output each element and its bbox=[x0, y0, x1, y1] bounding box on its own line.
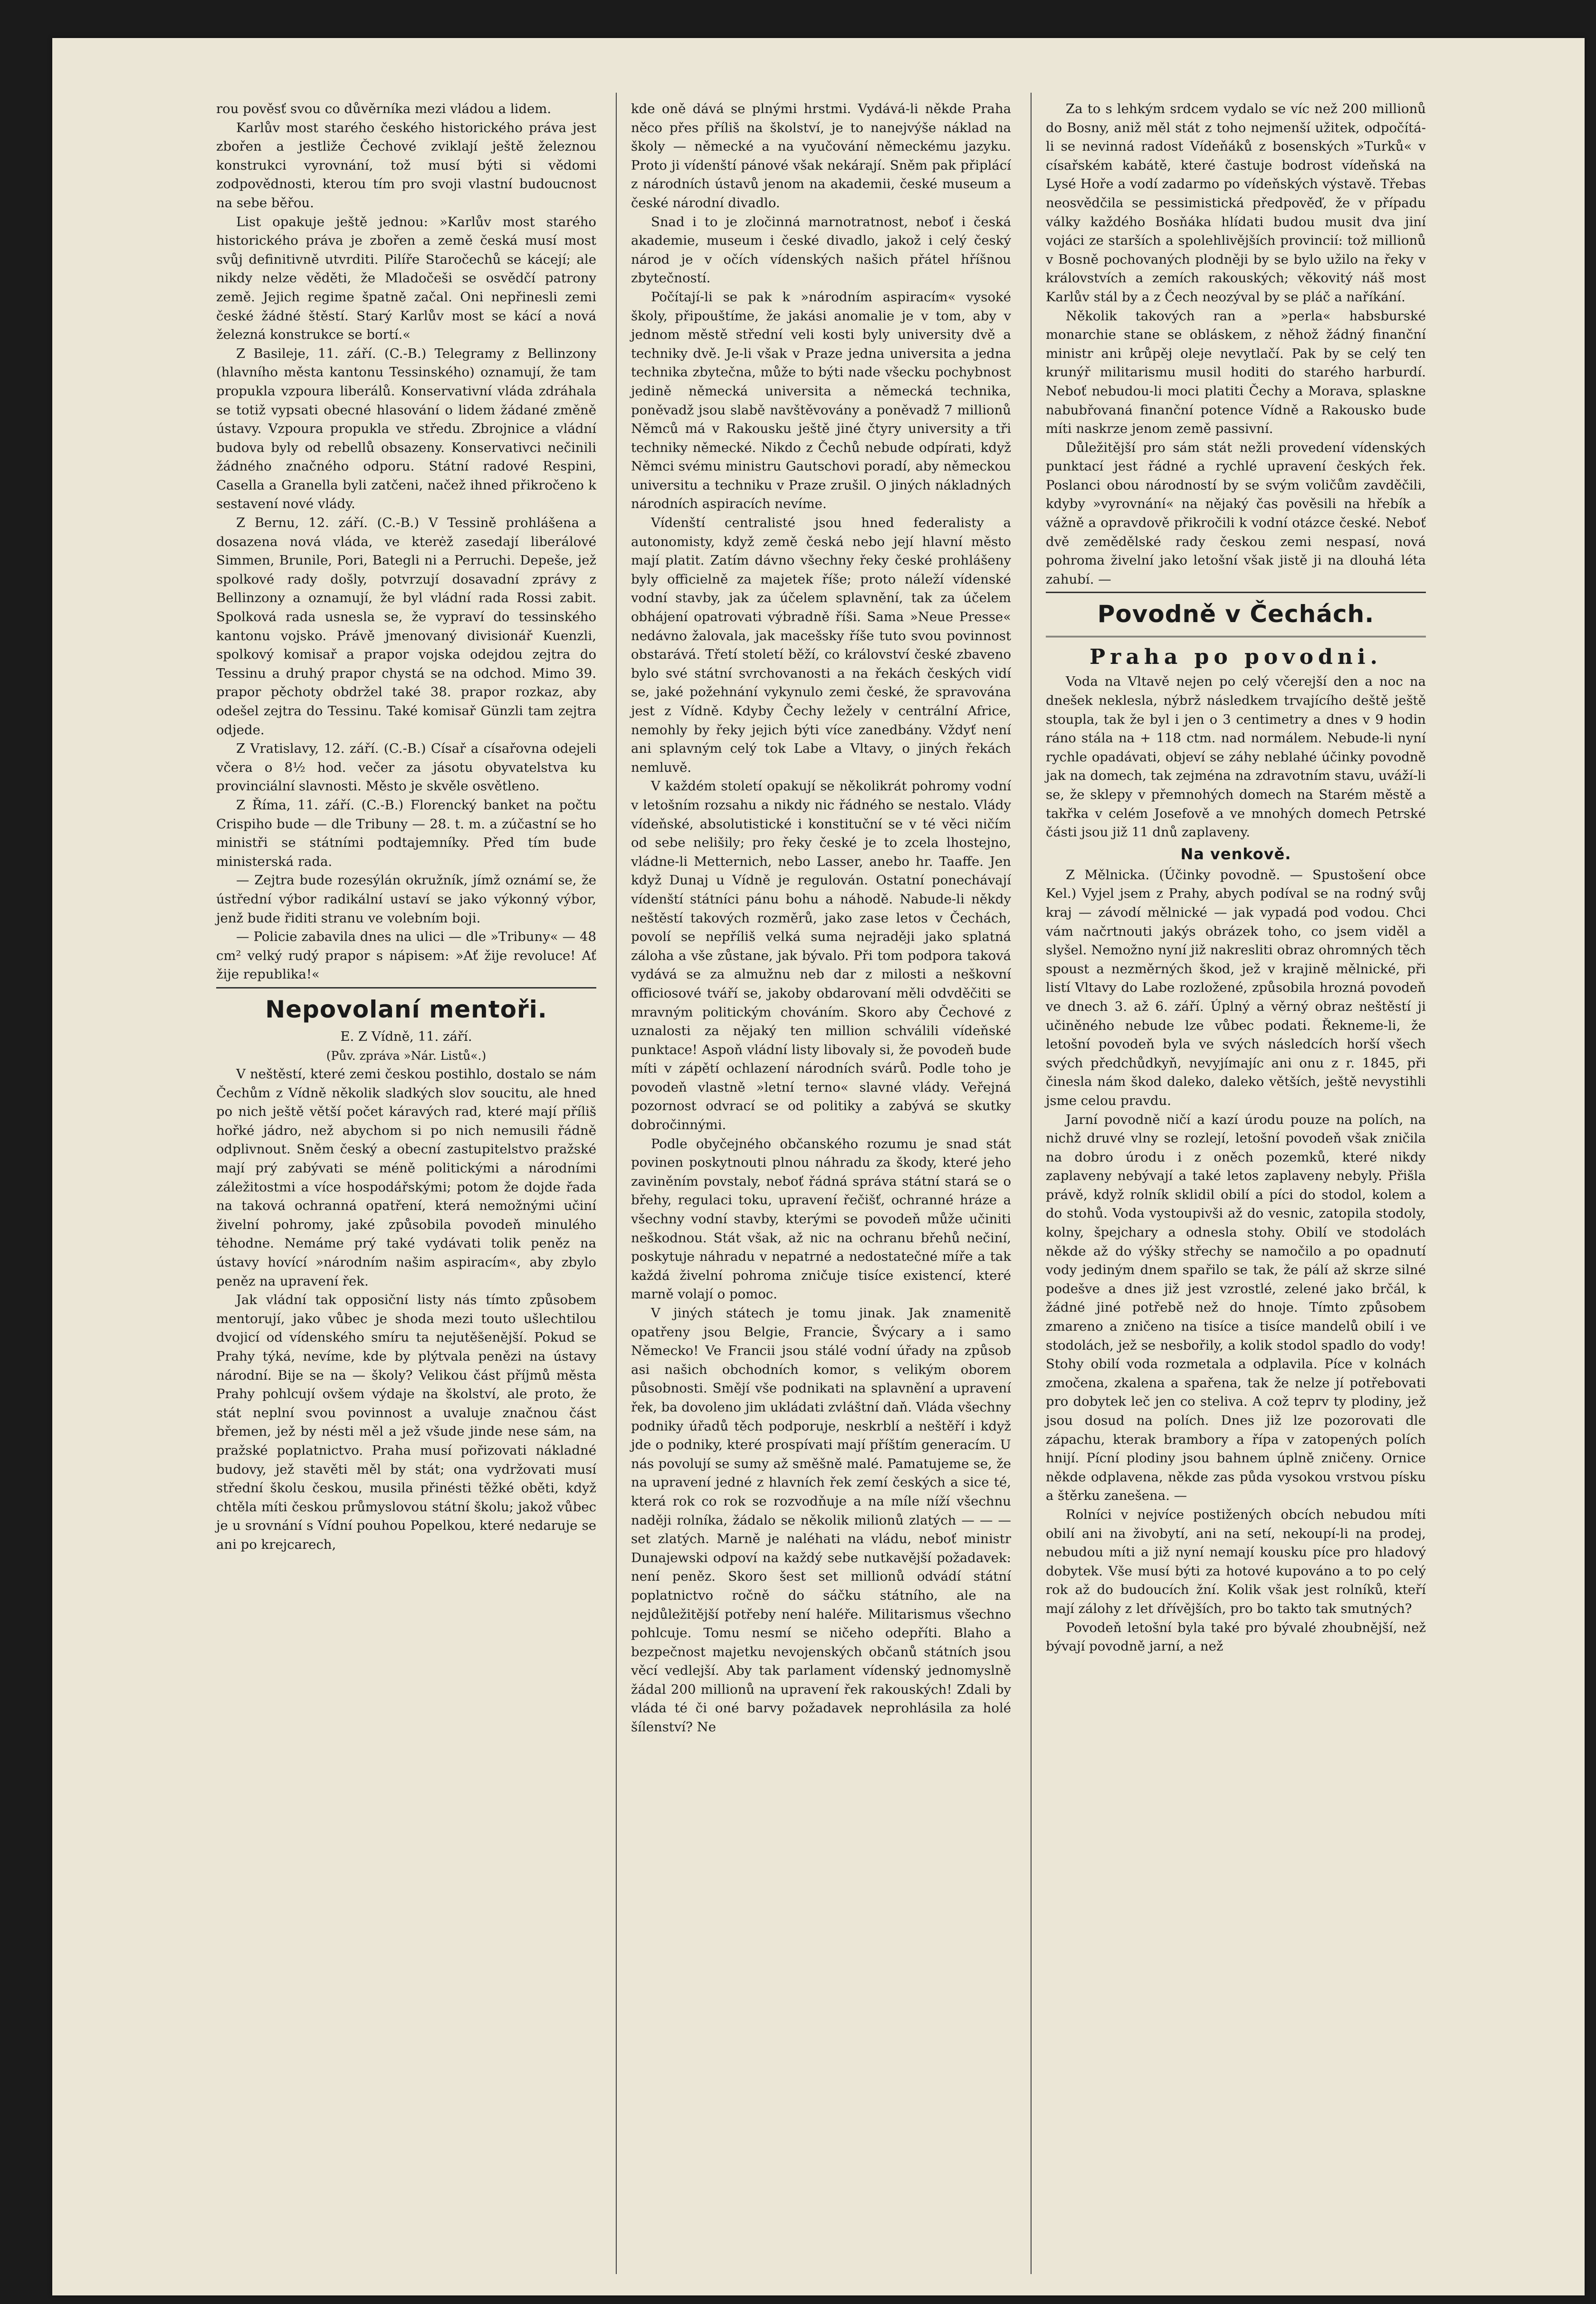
paragraph: Z Mělnicka. (Účinky povodně. — Spustošení obce Kel.) Vyjel jsem z Prahy, abych podíval se na rodný svůj kraj — závodí mělnické — jak vypadá pod vodou. Chci vám načrtnouti jakýs obrázek toho, co jsem viděl a slyšel. Nemožno nyní již nakresliti obraz ohromných těch spoust a nezměrných škod, jež v krajině mělnické, při listí Vltavy do Labe rozložené, způsobila hrozná povodeň ve dnech 3. až 6. září. Úplný a věrný obraz neštěstí ji učiněného nebude lze vůbec podati. Řekneme-li, že letošní povodeň byla ve svých následcích horší všech svých předchůdkyň, nevyjímajíc ani onu z r. 1845, při činesla nám škod daleko, daleko větších, ještě nevystihli jsme celou pravdu. bbox=[1046, 867, 1426, 1108]
paragraph: Z Basileje, 11. září. (C.-B.) Telegramy z Bellinzony (hlavního města kantonu Tessinského) oznamují, že tam propukla vzpoura liberálů. Konservativní vláda zdráhala se totiž vypsati obecné hlasování o lidem žádané změně ústavy. Vzpoura propukla ve středu. Zbrojnice a vládní budova byly od rebellů obsazeny. Konservativci nečinili žádného značného odporu. Státní radové Respini, Casella a Granella byli zatčeni, načež ihned přikročeno k sestavení nové vlády. bbox=[216, 346, 596, 512]
paragraph: Jak vládní tak opposiční listy nás tímto způsobem mentorují, jako vůbec je shoda mezi touto ušlechtilou dvojicí od vídenského smíru ta nejutěšenější. Pokud se Prahy týká, nevíme, kde by plýtvala penězi na ústavy národní. Bije se na — školy? Velikou část příjmů města Prahy pohlcují ovšem výdaje na školství, ale proto, že stát neplní svou povinnost a uvaluje značnou část břemen, jež by nésti měl a jež všude jinde nese sám, na pražské poplatnictvo. Praha musí pořizovati nákladné budovy, jež stavěti měl by stát; ona vydržovati musí střední školu českou, musila přinésti těžké oběti, když chtěla míti českou průmyslovou státní školu; jakož vůbec je u srovnání s Vídní pouhou Popelkou, které nedaruje se ani po krejcarech, bbox=[216, 1292, 596, 1552]
source-note: (Pův. zpráva »Nár. Listů«.) bbox=[326, 1048, 487, 1063]
column-3 bbox=[1046, 100, 1426, 1656]
paragraph: Rolníci v nejvíce postižených obcích nebudou míti obilí ani na živobytí, ani na setí, nekoupí-li na prodej, nebudou míti a již nyní nemají kousku píce pro hladový dobytek. Vše musí býti za hotové kupováno a to po celý rok až do budoucích žní. Kolik však jest rolníků, kteří mají zálohy z let dřívějších, pro bo takto tak smutných? bbox=[1046, 1507, 1426, 1616]
paragraph: Za to s lehkým srdcem vydalo se víc než 200 millionů do Bosny, aniž měl stát z toho nejmenší užitek, odpočítá-li se nevinná radost Vídeňáků z bosenských »Turků« v císařském kabátě, které častuje bodrost vídeňská na Lysé Hoře a vodí zadarmo po vídeňských výstavě. Třebas neosvědčila se pessimistická předpověď, že v případu války každého Bosňáka hlídati budou musit dva jiní vojáci ze starších a spolehlivějších provincií: tož millionů v Bosně pochovaných plodněji by se bylo užilo na řeky v královstvích a zemích rakouských; věkovitý náš most Karlův stál by a z Čech neozýval by se pláč a naříkání. bbox=[1046, 101, 1426, 305]
paragraph: Jarní povodně ničí a kazí úrodu pouze na polích, na nichž druvé vlny se rozlejí, letošní povodeň však zničila na dobro úrodu i z oněch pozemků, které nikdy zaplaveny nebývají a také letos zaplaveny nebyly. Přišla právě, když rolník sklidil obilí a píci do stodol, kolem a do stohů. Voda vystoupivši až do vesnic, zatopila stodoly, kolny, špejchary a odnesla stohy. Obilí ve stodolách někde až do výšky střechy se namočilo a po opadnutí vody jediným dnem spařilo se tak, že pálí až skrze silné podešve a dnes již jest vzrostlé, zelené jako brčál, k žádné jiné potřebě než do hnoje. Tímto způsobem zmareno a zničeno na tisíce a tisíce mandelů obilí i ve stodolách, jež se nesbořily, a kolik stodol spadlo do vody! Stohy obilí voda rozmetala a odplavila. Píce v kolnách zmočena, zkalena a spařena, tak že nelze jí potřebovati pro dobytek leč jen co steliva. A což teprv ty plodiny, jež jsou dosud na polích. Dnes již lze pozorovati dle zápachu, kterak brambory a řípa v zatopených polích hnijí. Pícní plodiny jsou bahnem úplně zničeny. Ornice někde odplavena, někde zas půda vysokou vrstvou písku a štěrku zanešena. — bbox=[1046, 1112, 1426, 1504]
paragraph: V jiných státech je tomu jinak. Jak znamenitě opatřeny jsou Belgie, Francie, Švýcary a i samo Německo! Ve Francii jsou stálé vodní úřady na způsob asi našich obchodních komor, s velikým oborem působnosti. Smějí vše podnikati na splavnění a upravení řek, ba dovoleno jim ukládati zvláštní daň. Vláda všechny podniky úřadů těch podporuje, neskrblí a neštěří i když jde o podniky, které prospívati mají příštím generacím. U nás povolují se sumy až směšně malé. Pamatujeme se, že na upravení jedné z hlavních řek zemí českých a sice té, která rok co rok se rozvodňuje a na míle níží všechnu naději rolníka, žádalo se několik milionů zlatých — — — set zlatých. Marně je naléhati na vládu, neboť ministr Dunajewski odpoví na každý sebe nutkavější požadavek: není peněz. Skoro šest set millionů odvádí státní poplatnictvo ročně do sáčku státního, ale na nejdůležitější potřeby není haléře. Militarismus všechno pohlcuje. Tomu nesmí se ničeho odepříti. Blaho a bezpečnost majetku nevojenských občanů státních jsou věcí vedlejší. Aby tak parlament vídenský jednomyslně žádal 200 millionů na upravení řek rakouských! Zdali by vláda té či oné barvy požadavek neprohlásila za holé šílenství? Ne bbox=[631, 1306, 1011, 1735]
section-divider bbox=[1046, 636, 1426, 639]
paragraph: List opakuje ještě jednou: »Karlův most starého historického práva je zbořen a země česká musí most svůj definitivně utvrditi. Pilíře Staročechů se kácejí; ale nikdy nelze věděti, že Mladočeši se osvědčí patrony země. Jejich regime špatně začal. Oni nepřinesli zemi české žádné štěstí. Starý Karlův most se kácí a nová železná konstrukce se bortí.« bbox=[216, 214, 596, 343]
article-headline: Nepovolaní mentoři. bbox=[265, 995, 547, 1023]
section-divider bbox=[1046, 592, 1426, 593]
paragraph: Z Říma, 11. září. (C.-B.) Florencký banket na počtu Crispiho bude — dle Tribuny — 28. t. m. a zúčastní se ho ministři se státními podtajemníky. Před tím bude ministerská rada. bbox=[216, 797, 596, 869]
paragraph: Povodeň letošní byla také pro bývalé zhoubnější, než bývají povodně jarní, a než bbox=[1046, 1620, 1426, 1654]
paragraph: — Zejtra bude rozesýlán okružník, jímž oznámí se, že ústřední výbor radikální ustaví se jako výkonný výbor, jenž bude řiditi stranu ve volebním boji. bbox=[216, 873, 596, 926]
subsection-headline: Na venkově. bbox=[1180, 845, 1291, 863]
dateline: E. Z Vídně, 11. září. bbox=[340, 1028, 472, 1044]
section-divider bbox=[216, 987, 596, 989]
paragraph: V každém století opakují se několikrát pohromy vodní v letošním rozsahu a nikdy nic řádného se nestalo. Vlády vídeňské, absolutistické i konstituční se v té věci ničím od sebe nelišily; pro řeky české je to zcela lhostejno, vládne-li Metternich, nebo Lasser, anebo hr. Taaffe. Jen když Dunaj u Vídně je regulován. Ostatní ponechávají vídenští státníci pánu bohu a náhodě. Nabude-li někdy neštěstí takových rozměrů, jako zase letos v Čechách, povolí se nepříliš velká suma nejraději jako splatná záloha a vše zůstane, jak bývalo. Při tom podpora taková vydává se za almužnu neb dar z milosti a neškovní officiosové tváří se, jakoby obdarovaní měli odvděčiti se mravným politickým chováním. Skoro aby Čechové z uznalosti za nějaký ten million schválili vídeňské punktace! Aspoň vládní listy libovaly si, že povodeň bude míti v zápětí ochlazení národních svárů. Podle toho je povodeň vlastně »letní terno« slavné vlády. Veřejná pozornost odvrací se od politiky a zabývá se skutky dobročinnými. bbox=[631, 778, 1011, 1133]
paragraph-continued: rou pověsť svou co důvěrníka mezi vládou a lidem. bbox=[216, 101, 552, 116]
article-headline: Povodně v Čechách. bbox=[1097, 600, 1375, 628]
paragraph: Důležitější pro sám stát nežli provedení vídenských punktací jest řádné a rychlé upravení českých řek. Poslanci obou národností by se svým voličům zavděčili, kdyby »vyrovnání« na nějaký čas pověsili na hřebík a vážně a opravdově přikročili k vodní otázce české. Neboť dvě zemědělské rady českou zemi nespasí, nová pohroma živelní jako letošní však jistě ji na dlouhá léta zahubí. — bbox=[1046, 440, 1426, 587]
paragraph: Karlův most starého českého historického práva jest zbořen a jestliže Čechové zviklají ještě železnou konstrukci vyrovnání, tož musí býti si vědomi zodpovědnosti, kterou tím pro svoji vlastní budoucnost na sebe běřou. bbox=[216, 120, 596, 211]
column-2 bbox=[631, 100, 1011, 1737]
paragraph: Vídenští centralisté jsou hned federalisty a autonomisty, když země česká nebo její hlavní město mají platit. Zatím dávno všechny řeky české prohlášeny byly officielně za majetek říše; proto náleží vídenské vodní stavby, jak za účelem splavnění, tak za účelem obhájení opatrovati výbradně říši. Sama »Neue Presse« nedávno žalovala, jak macešsky říše tuto svou povinnost obstarává. Třetí století běží, co království české zbaveno bylo své státní svrchovanosti a na řekách českých vidí se, jaké požehnání vykynulo zemi české, že spravována jest z Vídně. Kdyby Čechy ležely v centrální Africe, nemohly by řeky jejich býti více zanedbány. Vždyť není ani splavným celý tok Labe a Vltavy, o jiných řekách nemluvě. bbox=[631, 515, 1011, 775]
column-1 bbox=[216, 100, 596, 1555]
paragraph-continued: kde oně dává se plnými hrstmi. Vydává-li někde Praha něco přes příliš na školství, je to nanejvýše náklad na školy — německé a na vyučování německému jazyku. Proto ji vídenští pánové však nekárají. Sněm pak připlácí z národních ústavů jenom na akademii, české museum a české národní divadlo. bbox=[631, 101, 1011, 211]
paragraph: Snad i to je zločinná marnotratnost, neboť i česká akademie, museum i české divadlo, jakož i celý český národ je v očích vídenských našich přátel hříšnou zbytečností. bbox=[631, 214, 1011, 286]
section-headline: Praha po povodni. bbox=[1089, 645, 1382, 670]
paragraph: Z Vratislavy, 12. září. (C.-B.) Císař a císařovna odejeli včera o 8½ hod. večer za jásotu obyvatelstva ku provinciální slavnosti. Město je skvěle osvětleno. bbox=[216, 741, 596, 794]
newspaper-page bbox=[52, 38, 1585, 2295]
column-rule bbox=[1031, 93, 1032, 2274]
column-rule bbox=[616, 93, 617, 2274]
paragraph: Podle obyčejného občanského rozumu je snad stát povinen poskytnouti plnou náhradu za škody, které jeho zaviněním povstaly, neboť řádná správa státní stará se o břehy, regulaci toku, upravení řečišť, ochranné hráze a všechny vodní stavby, kterými se povodeň může učiniti neškodnou. Stát však, až nic na ochranu břehů nečiní, poskytuje náhradu v nepatrné a nedostatečné míře a tak každá živelní pohroma zničuje tisíce existencí, které marně volají o pomoc. bbox=[631, 1136, 1011, 1302]
paragraph: Několik takových ran a »perla« habsburské monarchie stane se obláskem, z něhož žádný finanční ministr ani krůpěj oleje nevytlačí. Pak by se celý ten krunýř militarismu musil hoditi do starého harburdí. Neboť nebudou-li moci platiti Čechy a Morava, splaskne nabubřovaná finanční potence Vídně a Rakousko bude míti naskrze jenom země passivní. bbox=[1046, 308, 1426, 437]
paragraph: — Policie zabavila dnes na ulici — dle »Tribuny« — 48 cm² velký rudý prapor s nápisem: »Ať žije revoluce! Ať žije republika!« bbox=[216, 929, 596, 982]
paragraph: V neštěstí, které zemi českou postihlo, dostalo se nám Čechům z Vídně několik sladkých slov soucitu, ale hned po nich ještě větší počet káravých rad, které mají příliš hořké jádro, než abychom si po nich nemusili řádně odplivnout. Sněm český a obecní zastupitelstvo pražské mají prý zabývati se méně politickými a národními záležitostmi a více hospodářskými; potom že dojde řada na taková ochranná opatření, která nemožnými učiní živelní pohromy, jaké způsobila povodeň minulého tėhodne. Nemáme prý také vydávati tolik peněz na ústavy hovící »národním našim aspiracím«, aby zbylo peněz na upravení řek. bbox=[216, 1066, 596, 1289]
paragraph: Voda na Vltavě nejen po celý včerejší den a noc na dnešek neklesla, nýbrž následkem trvajícího deště ještě stoupla, tak že byl i jen o 3 centimetry a dnes v 9 hodin ráno stála na + 118 ctm. nad normálem. Nebude-li nyní rychle opadávati, objeví se záhy neblahé účinky povodně jak na domech, tak zejména na zdravotním stavu, uváží-li se, že sklepy v přemnohých domech na Starém městě a takřka v celém Josefově a ve mnohých domech Petrské části jsou již 11 dnů zaplaveny. bbox=[1046, 674, 1426, 840]
paragraph: Z Bernu, 12. září. (C.-B.) V Tessině prohlášena a dosazena nová vláda, ve kterėž zasedají liberálové Simmen, Brunile, Pori, Bategli ni a Perruchi. Depeše, jež spolkové rady došly, potvrzují dosavadní zprávy z Bellinzony a oznamují, že byl vládní rada Rossi zabit. Spolková rada usnesla se, že vypraví do tessinského kantonu vojsko. Právě jmenovaný divisionář Kuenzli, spolkový komisař a prapor vojska odejdou zejtra do Tessinu a druhý prapor chystá se na odchod. Mimo 39. prapor pěchoty obdržel také 38. prapor rozkaz, aby odešel zejtra do Tessinu. Také komisař Günzli tam zejtra odjede. bbox=[216, 515, 596, 738]
paragraph: Počítají-li se pak k »národním aspiracím« vysoké školy, připouštíme, že jakási anomalie je v tom, aby v jednom městě střední veli kosti byly university dvě a techniky dvě. Je-li však v Praze jedna universita a jedna technika zbytečna, může to býti nade všecku pochybnost jedině německá universita a německá technika, poněvadž jsou slabě navštěvovány a poněvadž 7 millionů Němců má v Rakousku ještě jiné čtyry university a tři techniky německé. Nikdo z Čechů nebude odpírati, když Němci svému ministru Gautschovi poradí, aby německou universitu a techniku v Praze zrušil. O jiných nákladných národních aspiracích nevíme. bbox=[631, 289, 1011, 512]
